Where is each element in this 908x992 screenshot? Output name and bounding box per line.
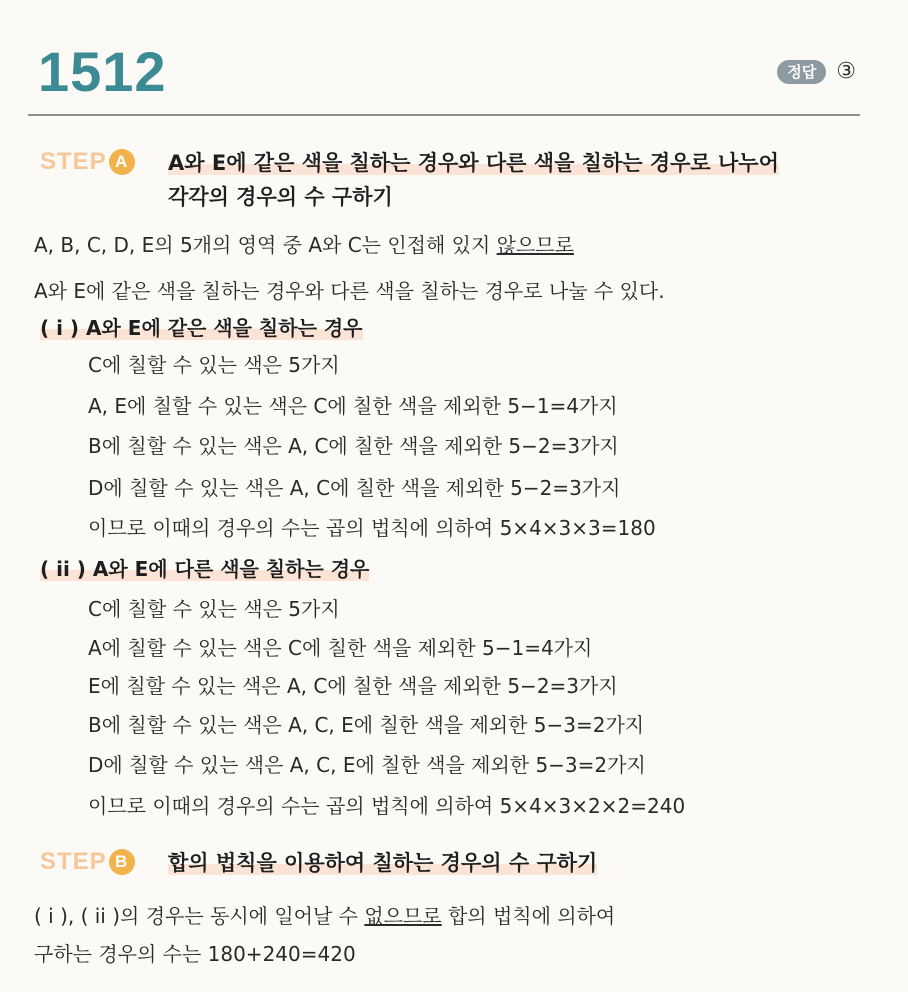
case1-line: C에 칠할 수 있는 색은 5가지 xyxy=(88,353,340,377)
case2-line: B에 칠할 수 있는 색은 A, C, E에 칠한 색을 제외한 5−3=2가지 xyxy=(88,713,645,737)
answer-badge: 정답 xyxy=(777,60,826,84)
step-a xyxy=(40,146,779,214)
step-b-label xyxy=(40,848,168,876)
intro-line-1 xyxy=(34,230,574,260)
header-divider xyxy=(28,114,860,116)
intro-line-1-underlined: 않으므로 xyxy=(496,233,574,257)
step-b-text: STEP xyxy=(40,848,107,875)
answer-value: ③ xyxy=(836,59,856,84)
conclusion-line-2: 구하는 경우의 수는 180+240=420 xyxy=(34,942,356,966)
case2-heading-text: ( ii ) A와 E에 다른 색을 칠하는 경우 xyxy=(40,557,370,581)
step-b-title xyxy=(168,846,597,880)
intro-line-2: A와 E에 같은 색을 칠하는 경우와 다른 색을 칠하는 경우로 나눌 수 있다. xyxy=(34,279,665,303)
answer xyxy=(777,60,856,84)
conclusion-line-1-tail: 합의 법칙에 의하여 xyxy=(441,904,616,928)
intro-line-1-text: A, B, C, D, E의 5개의 영역 중 A와 C는 인접해 있지 xyxy=(34,233,497,257)
step-a-title-line1: A와 E에 같은 색을 칠하는 경우와 다른 색을 칠하는 경우로 나누어 xyxy=(168,151,779,175)
case1-heading xyxy=(40,313,363,343)
case1-heading-text: ( i ) A와 E에 같은 색을 칠하는 경우 xyxy=(40,316,363,340)
step-a-title-line2: 각각의 경우의 수 구하기 xyxy=(168,185,393,209)
step-a-title xyxy=(168,146,779,214)
case2-line: A에 칠할 수 있는 색은 C에 칠한 색을 제외한 5−1=4가지 xyxy=(88,636,593,660)
case1-line: D에 칠할 수 있는 색은 A, C에 칠한 색을 제외한 5−2=3가지 xyxy=(88,476,621,500)
case1-line: A, E에 칠할 수 있는 색은 C에 칠한 색을 제외한 5−1=4가지 xyxy=(88,394,618,418)
case2-line: D에 칠할 수 있는 색은 A, C, E에 칠한 색을 제외한 5−3=2가지 xyxy=(88,753,646,777)
step-b xyxy=(40,846,597,880)
case1-line: 이므로 이때의 경우의 수는 곱의 법칙에 의하여 5×4×3×3=180 xyxy=(88,516,656,540)
case2-heading xyxy=(40,554,369,584)
step-b-title-text: 합의 법칙을 이용하여 칠하는 경우의 수 구하기 xyxy=(168,851,598,875)
conclusion-line-1-underlined: 없으므로 xyxy=(364,904,442,928)
case2-line: C에 칠할 수 있는 색은 5가지 xyxy=(88,597,340,621)
step-a-label xyxy=(40,148,168,176)
step-a-badge: A xyxy=(109,149,135,175)
problem-number: 1512 xyxy=(38,40,167,103)
step-a-text: STEP xyxy=(40,148,107,175)
case2-line: E에 칠할 수 있는 색은 A, C에 칠한 색을 제외한 5−2=3가지 xyxy=(88,674,618,698)
conclusion-line-1-text: ( i ), ( ii )의 경우는 동시에 일어날 수 xyxy=(34,904,365,928)
case1-line: B에 칠할 수 있는 색은 A, C에 칠한 색을 제외한 5−2=3가지 xyxy=(88,434,619,458)
conclusion-line-1 xyxy=(34,901,615,931)
case2-line: 이므로 이때의 경우의 수는 곱의 법칙에 의하여 5×4×3×2×2=240 xyxy=(88,794,686,818)
step-b-badge: B xyxy=(109,849,135,875)
